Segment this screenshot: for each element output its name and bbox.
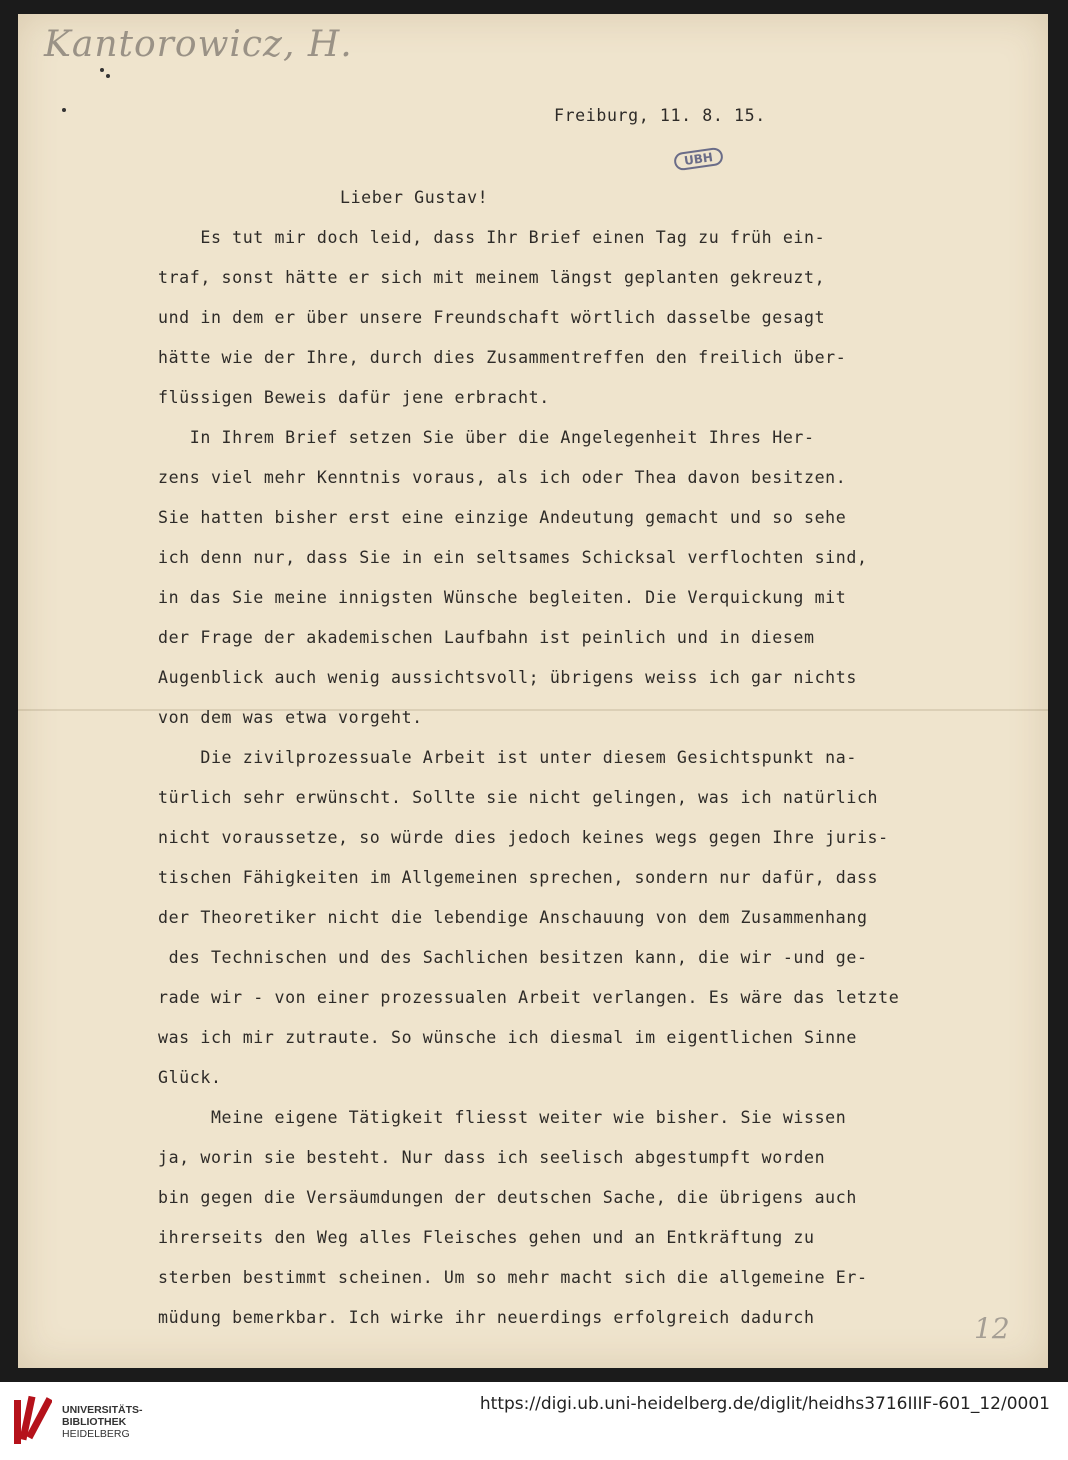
body-line: zens viel mehr Kenntnis voraus, als ich oder Thea davon besitzen. [158,468,847,487]
body-line: Es tut mir doch leid, dass Ihr Brief einen Tag zu früh ein- [158,228,826,247]
body-line: von dem was etwa vorgeht. [158,708,423,727]
ink-dot [62,108,66,112]
ink-dot [100,68,104,72]
folio-number: 12 [974,1312,1010,1345]
letter-body [158,14,1038,1327]
letter-page [18,14,1048,1368]
body-line: ja, worin sie besteht. Nur dass ich seelisch abgestumpft worden [158,1148,826,1167]
ink-dot [106,74,110,78]
body-line: des Technischen und des Sachlichen besitzen kann, die wir -und ge- [158,948,868,967]
body-line: Augenblick auch wenig aussichtsvoll; übrigens weiss ich gar nichts [158,668,857,687]
body-line: traf, sonst hätte er sich mit meinem längst geplanten gekreuzt, [158,268,826,287]
body-line: Sie hatten bisher erst eine einzige Andeutung gemacht und so sehe [158,508,847,527]
date-line: Freiburg, 11. 8. 15. [554,106,766,125]
body-line: was ich mir zutraute. So wünsche ich diesmal im eigentlichen Sinne [158,1028,857,1047]
library-name-line: BIBLIOTHEK [62,1416,127,1428]
library-stamp: UBH [673,147,724,172]
body-line: In Ihrem Brief setzen Sie über die Angelegenheit Ihres Her- [158,428,815,447]
body-line: Meine eigene Tätigkeit fliesst weiter wie bisher. Sie wissen [158,1108,847,1127]
body-line: hätte wie der Ihre, durch dies Zusammentreffen den freilich über- [158,348,847,367]
body-line: türlich sehr erwünscht. Sollte sie nicht gelingen, was ich natürlich [158,788,879,807]
permalink-url[interactable]: https://digi.ub.uni-heidelberg.de/diglit/heidhs3716IIIF-601_12/0001 [479,1394,1050,1414]
library-name [62,1404,143,1440]
body-line: Glück. [158,1068,222,1087]
body-line: sterben bestimmt scheinen. Um so mehr macht sich die allgemeine Er- [158,1268,868,1287]
body-line: rade wir - von einer prozessualen Arbeit verlangen. Es wäre das letzte [158,988,900,1007]
body-line: flüssigen Beweis dafür jene erbracht. [158,388,550,407]
greeting: Lieber Gustav! [340,188,489,207]
body-line: tischen Fähigkeiten im Allgemeinen sprechen, sondern nur dafür, dass [158,868,879,887]
body-line: der Theoretiker nicht die lebendige Anschauung von dem Zusammenhang [158,908,868,927]
body-line: Die zivilprozessuale Arbeit ist unter diesem Gesichtspunkt na- [158,748,857,767]
archive-note: Kantorowicz, H. [44,24,353,65]
viewer-footer [0,1382,1068,1460]
library-name-line: UNIVERSITÄTS- [62,1404,143,1416]
body-line: bin gegen die Versäumdungen der deutschen Sache, die übrigens auch [158,1188,857,1207]
body-line: nicht voraussetze, so würde dies jedoch keines wegs gegen Ihre juris- [158,828,889,847]
body-line: ihrerseits den Weg alles Fleisches gehen und an Entkräftung zu [158,1228,815,1247]
body-line: ich denn nur, dass Sie in ein seltsames Schicksal verflochten sind, [158,548,868,567]
body-line: der Frage der akademischen Laufbahn ist peinlich und in diesem [158,628,815,647]
body-line: müdung bemerkbar. Ich wirke ihr neuerdings erfolgreich dadurch [158,1308,815,1327]
body-line: in das Sie meine innigsten Wünsche begleiten. Die Verquickung mit [158,588,847,607]
body-line: und in dem er über unsere Freundschaft wörtlich dasselbe gesagt [158,308,826,327]
library-logo-icon [12,1394,52,1448]
library-name-line: HEIDELBERG [62,1428,130,1440]
